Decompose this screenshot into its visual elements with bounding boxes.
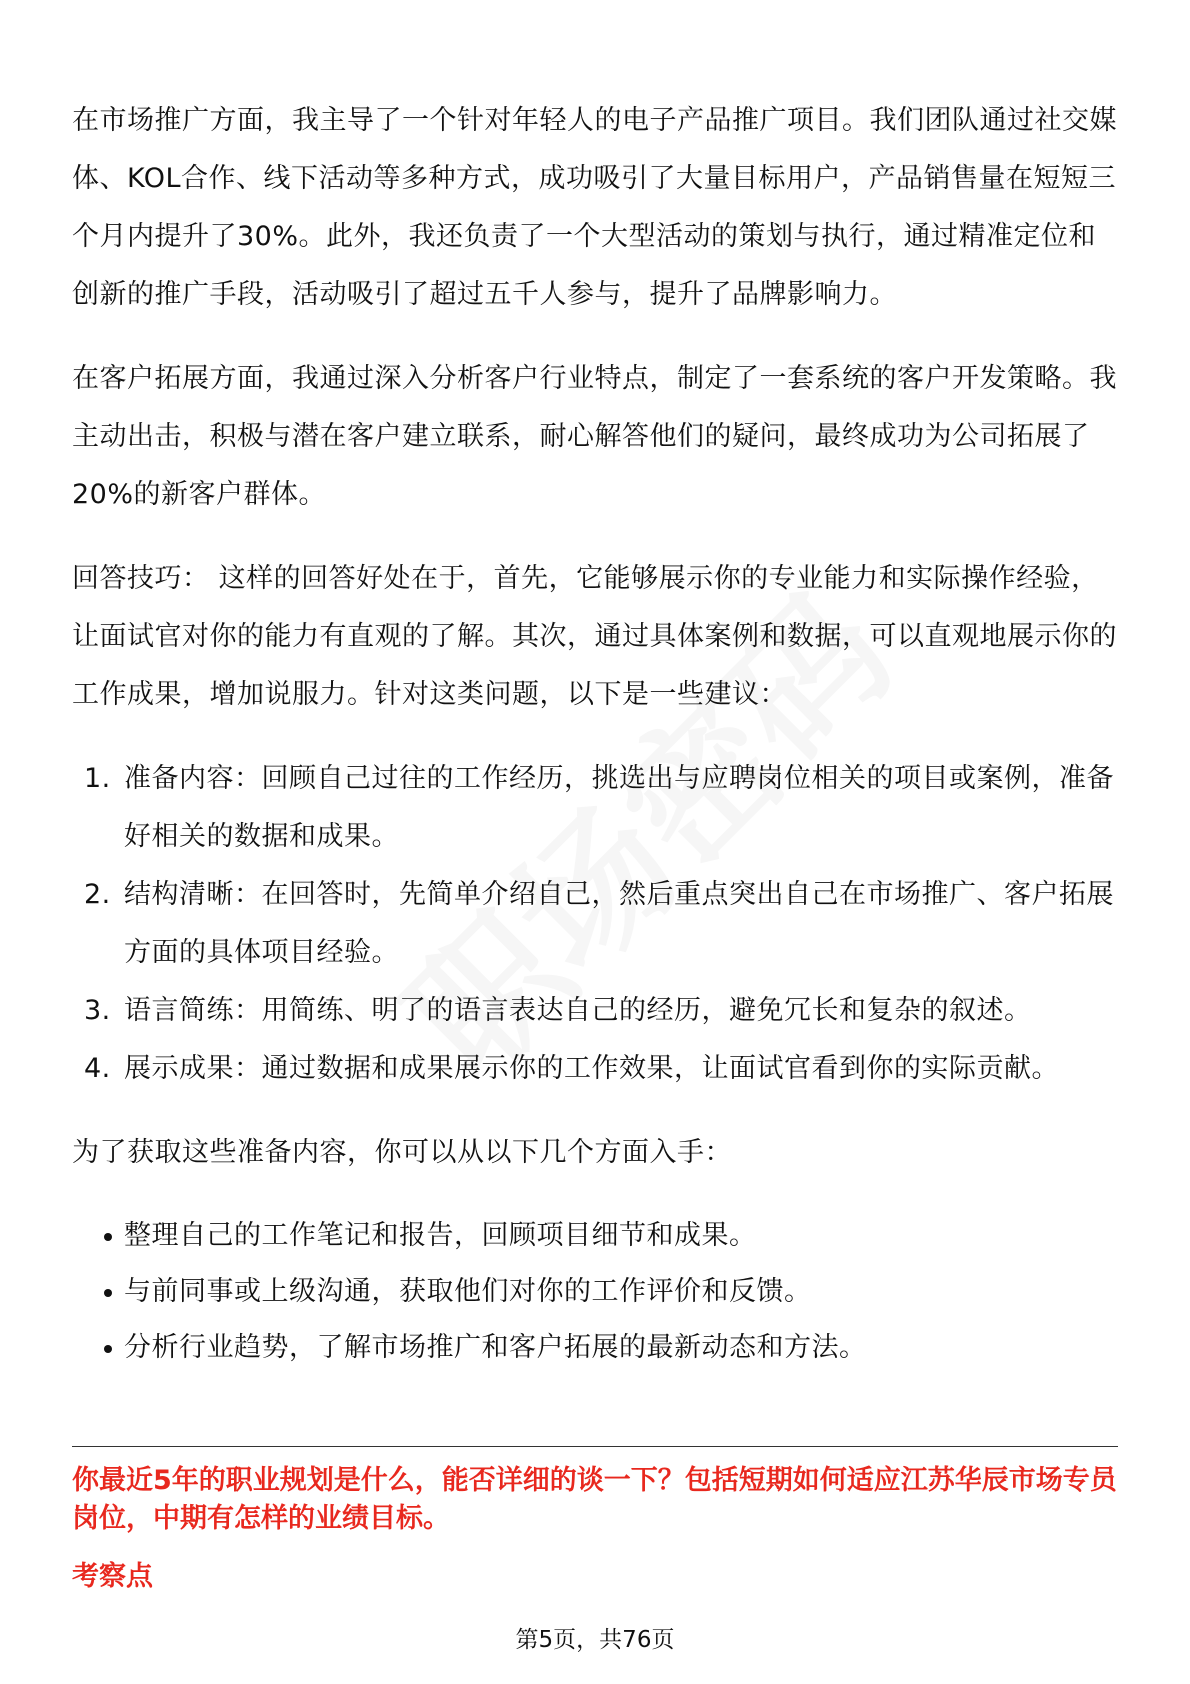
list-item (72, 1208, 1118, 1264)
list-item-text: 语言简练：用简练、明了的语言表达自己的经历，避免冗长和复杂的叙述。 (124, 995, 1032, 1026)
bullet-icon (104, 1289, 112, 1297)
list-item (72, 1040, 1118, 1098)
interview-question: 你最近5年的职业规划是什么，能否详细的谈一下？包括短期如何适应江苏华辰市场专员岗位，中期有怎样的业绩目标。 (72, 1465, 1117, 1534)
list-number: 4. (84, 1053, 111, 1084)
section-heading: 考察点 (72, 1561, 153, 1592)
section-divider (72, 1446, 1118, 1447)
list-number: 2. (84, 879, 111, 910)
list-item-text: 结构清晰：在回答时，先简单介绍自己，然后重点突出自己在市场推广、客户拓展方面的具体项目经验。 (124, 879, 1114, 968)
page-number: 第5页，共76页 (515, 1627, 675, 1653)
list-item-text: 准备内容：回顾自己过往的工作经历，挑选出与应聘岗位相关的项目或案例，准备好相关的数据和成果。 (124, 763, 1114, 852)
list-item (72, 750, 1118, 866)
tips-list (72, 750, 1118, 1098)
paragraph-client-expansion: 在客户拓展方面，我通过深入分析客户行业特点，制定了一套系统的客户开发策略。我主动出击，积极与潜在客户建立联系，耐心解答他们的疑问，最终成功为公司拓展了20%的新客户群体。 (72, 363, 1117, 510)
list-item (72, 982, 1118, 1040)
list-number: 1. (84, 763, 111, 794)
list-item-text: 分析行业趋势，了解市场推广和客户拓展的最新动态和方法。 (124, 1332, 867, 1363)
list-item-text: 整理自己的工作笔记和报告，回顾项目细节和成果。 (124, 1220, 757, 1251)
list-item-text: 与前同事或上级沟通，获取他们对你的工作评价和反馈。 (124, 1276, 812, 1307)
list-item-text: 展示成果：通过数据和成果展示你的工作效果，让面试官看到你的实际贡献。 (124, 1053, 1059, 1084)
paragraph-marketing: 在市场推广方面，我主导了一个针对年轻人的电子产品推广项目。我们团队通过社交媒体、KOL合作、线下活动等多种方式，成功吸引了大量目标用户，产品销售量在短短三个月内提升了30%。此外，我还负责了一个大型活动的策划与执行，通过精准定位和创新的推广手段，活动吸引了超过五千人参与，提升了品牌影响力。 (72, 105, 1117, 310)
paragraph-preparation-sources: 为了获取这些准备内容，你可以从以下几个方面入手： (72, 1137, 732, 1168)
sources-list (72, 1208, 1118, 1376)
paragraph-answer-tips: 回答技巧： 这样的回答好处在于，首先，它能够展示你的专业能力和实际操作经验，让面试官对你的能力有直观的了解。其次，通过具体案例和数据，可以直观地展示你的工作成果，增加说服力。针对这类问题，以下是一些建议： (72, 563, 1117, 710)
bullet-icon (104, 1345, 112, 1353)
list-item (72, 866, 1118, 982)
list-number: 3. (84, 995, 111, 1026)
list-item (72, 1320, 1118, 1376)
bullet-icon (104, 1233, 112, 1241)
page-body (72, 92, 1118, 1402)
list-item (72, 1264, 1118, 1320)
